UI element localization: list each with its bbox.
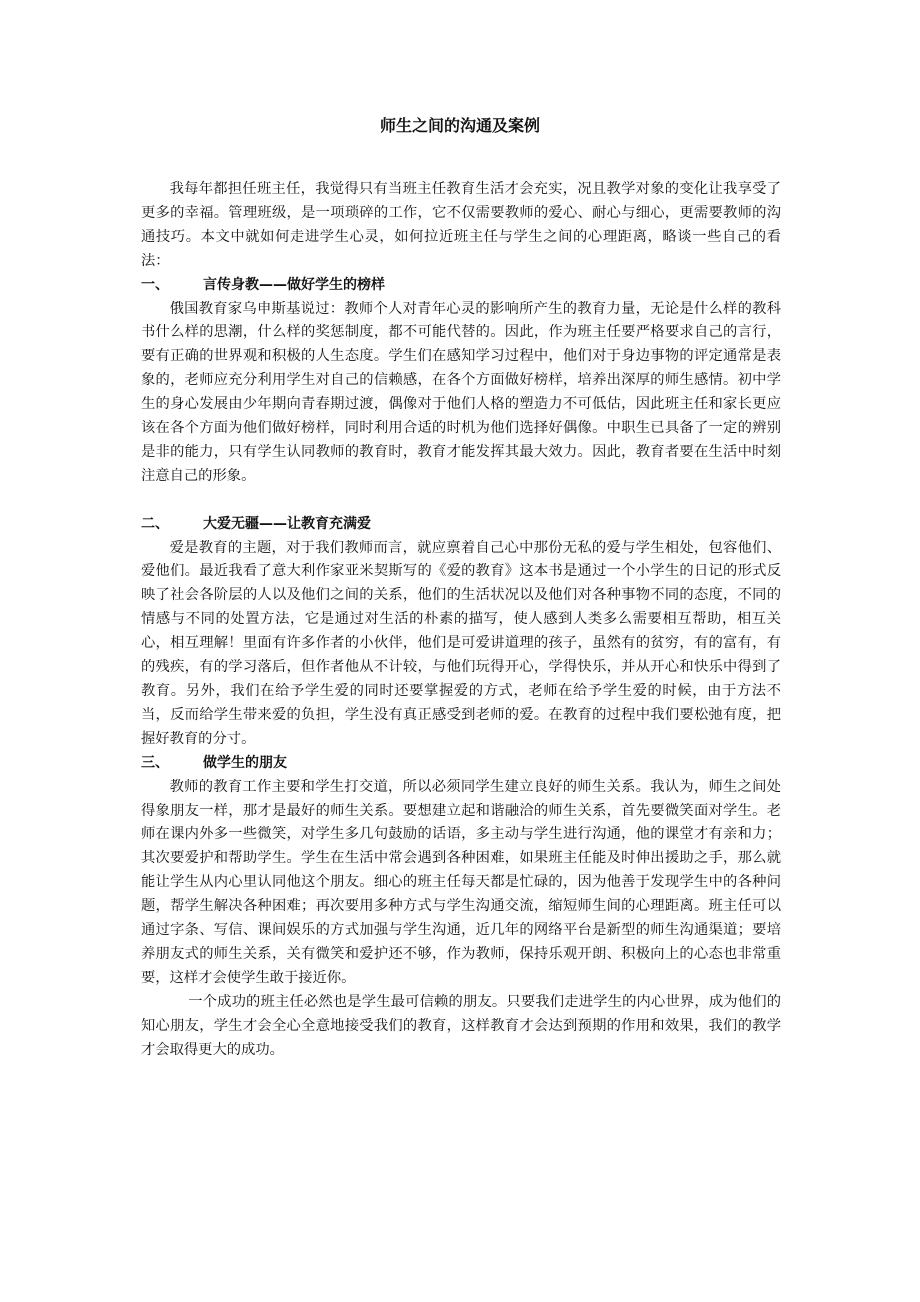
closing-paragraph: 一个成功的班主任必然也是学生最可信赖的朋友。只要我们走进学生的内心世界，成为他们的知心朋友，学生才会全心全意地接受我们的教育，这样教育才会达到预期的作用和效果，我们的教学才会取得更大的成功。 xyxy=(141,993,781,1058)
blank-line xyxy=(141,489,781,513)
document-title: 师生之间的沟通及案例 xyxy=(379,116,540,135)
section-2-paragraph: 爱是教育的主题，对于我们教师而言，就应禀着自己心中那份无私的爱与学生相处，包容他们、爱他们。最近我看了意大利作家亚米契斯写的《爱的教育》这本书是通过一个小学生的日记的形式反映了社会各阶层的人以及他们之间的关系，他们的生活状况以及他们对各种事物不同的态度，不同的情感与不同的处置方法，它是通过对生活的朴素的描写，使人感到人类多么需要相互帮助，相互关心，相互理解！里面有许多作者的小伙伴，他们是可爱讲道理的孩子，虽然有的贫穷，有的富有，有的残疾，有的学习落后，但作者他从不计较，与他们玩得开心，学得快乐，并从开心和快乐中得到了教育。另外，我们在给予学生爱的同时还要掌握爱的方式，老师在给予学生爱的时候，由于方法不当，反而给学生带来爱的负担，学生没有真正感受到老师的爱。在教育的过程中我们要松弛有度，把握好教育的分寸。 xyxy=(141,539,781,747)
section-title: 言传身教——做好学生的榜样 xyxy=(203,276,385,293)
section-title: 做学生的朋友 xyxy=(203,754,287,771)
section-heading-1 xyxy=(141,274,781,298)
section-title: 大爱无疆——让教育充满爱 xyxy=(203,515,371,532)
section-heading-3 xyxy=(141,752,781,776)
intro-paragraph: 我每年都担任班主任，我觉得只有当班主任教育生活才会充实，况且教学对象的变化让我享受了更多的幸福。管理班级，是一项琐碎的工作，它不仅需要教师的爱心、耐心与细心，更需要教师的沟通技巧。本文中就如何走进学生心灵，如何拉近班主任与学生之间的心理距离，略谈一些自己的看法： xyxy=(141,181,781,269)
section-heading-2 xyxy=(141,513,781,537)
document-body xyxy=(141,178,781,1062)
section-number: 三、 xyxy=(141,754,169,771)
section-3-paragraph: 教师的教育工作主要和学生打交道，所以必须同学生建立良好的师生关系。我认为，师生之间处得象朋友一样，那才是最好的师生关系。要想建立起和谐融洽的师生关系，首先要微笑面对学生。老师在课内外多一些微笑，对学生多几句鼓励的话语，多主动与学生进行沟通，他的课堂才有亲和力；其次要爱护和帮助学生。学生在生活中常会遇到各种困难，如果班主任能及时伸出援助之手，那么就能让学生从内心里认同他这个朋友。细心的班主任每天都是忙碌的，因为他善于发现学生中的各种问题，帮学生解决各种困难；再次要用多种方式与学生沟通交流，缩短师生间的心理距离。班主任可以通过字条、写信、课间娱乐的方式加强与学生沟通，近几年的网络平台是新型的师生沟通渠道；要培养朋友式的师生关系，关有微笑和爱护还不够，作为教师，保持乐观开朗、积极向上的心态也非常重要，这样才会使学生敢于接近你。 xyxy=(141,778,781,986)
section-1-paragraph: 俄国教育家乌申斯基说过：教师个人对青年心灵的影响所产生的教育力量，无论是什么样的教科书什么样的思潮，什么样的奖惩制度，都不可能代替的。因此，作为班主任要严格要求自己的言行，要有正确的世界观和积极的人生态度。学生们在感知学习过程中，他们对于身边事物的评定通常是表象的，老师应充分利用学生对自己的信赖感，在各个方面做好榜样，培养出深厚的师生感情。初中学生的身心发展由少年期向青春期过渡，偶像对于他们人格的塑造力不可低估，因此班主任和家长更应该在各个方面为他们做好榜样，同时利用合适的时机为他们选择好偶像。中职生已具备了一定的辨别是非的能力，只有学生认同教师的教育时，教育才能发挥其最大效力。因此，教育者要在生活中时刻注意自己的形象。 xyxy=(141,300,781,484)
section-number: 一、 xyxy=(141,276,169,293)
section-number: 二、 xyxy=(141,515,169,532)
